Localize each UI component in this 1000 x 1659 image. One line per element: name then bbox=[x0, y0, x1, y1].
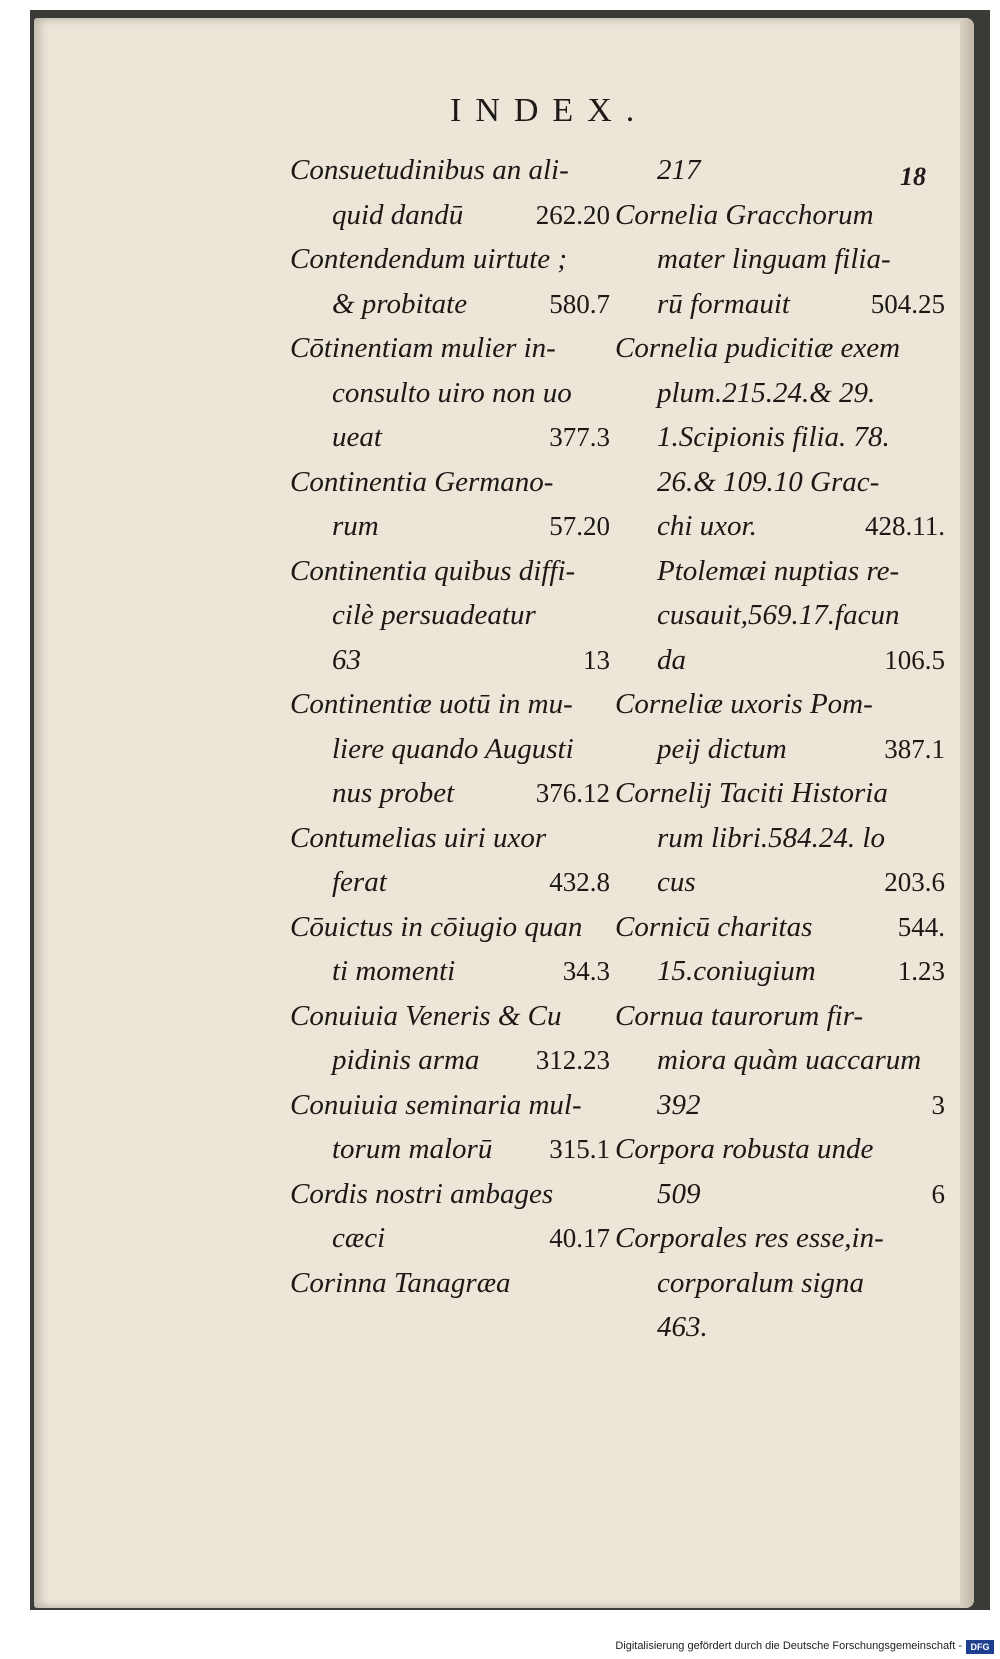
index-entry-text: Cornicū charitas bbox=[615, 910, 813, 943]
index-entry-locator: 40.17 bbox=[549, 1223, 610, 1253]
index-entry-locator: 106.5 bbox=[884, 644, 945, 675]
index-line bbox=[615, 326, 945, 371]
index-line bbox=[290, 638, 610, 683]
index-line bbox=[615, 682, 945, 727]
index-line bbox=[290, 860, 610, 905]
index-entry-text: 217 bbox=[657, 154, 701, 186]
index-entry-text: 463. bbox=[657, 1311, 708, 1343]
index-entry-text: Corpora robusta unde bbox=[615, 1133, 874, 1165]
index-line bbox=[615, 371, 945, 416]
index-line bbox=[290, 371, 610, 416]
index-entry-text: Cornelij Taciti Historia bbox=[615, 777, 888, 809]
index-line bbox=[290, 148, 610, 193]
index-entry-text: & probitate bbox=[332, 287, 468, 320]
index-entry-text: Contendendum uirtute ; bbox=[290, 243, 568, 275]
index-line bbox=[290, 1172, 610, 1217]
index-line bbox=[290, 193, 610, 238]
index-line bbox=[290, 1127, 610, 1172]
index-entry-text: Continentia Germano- bbox=[290, 465, 554, 498]
index-line bbox=[290, 1216, 610, 1261]
index-entry-locator: 504.25 bbox=[870, 288, 945, 319]
index-entry-locator: 203.6 bbox=[884, 867, 945, 897]
index-line bbox=[615, 193, 945, 238]
index-line bbox=[615, 282, 945, 327]
index-entry-text: 392 bbox=[657, 1088, 701, 1121]
index-entry-text: 1.Scipionis filia. 78. bbox=[657, 421, 890, 453]
index-entry-text: Conuiuia seminaria mul- bbox=[290, 1088, 582, 1121]
index-line bbox=[290, 326, 610, 371]
index-line bbox=[615, 860, 945, 905]
index-entry-locator: 6 bbox=[931, 1178, 945, 1209]
footer-credit bbox=[0, 1633, 1000, 1659]
index-entry-text: Corporales res esse,in- bbox=[615, 1222, 884, 1254]
index-entry-text: peij dictum bbox=[657, 732, 787, 765]
index-entry-text: Ptolemæi nuptias re- bbox=[657, 554, 900, 587]
index-entry-locator: 428.11. bbox=[865, 511, 945, 541]
index-entry-text: Consuetudinibus an ali- bbox=[290, 154, 569, 186]
index-line bbox=[290, 1038, 610, 1083]
index-entry-text: cusauit,569.17.facun bbox=[657, 599, 900, 631]
index-line bbox=[290, 237, 610, 282]
index-line bbox=[615, 1216, 945, 1261]
index-entry-locator: 387.1 bbox=[884, 733, 945, 764]
index-entry-text: 509 bbox=[657, 1177, 701, 1210]
index-entry-text: Cōtinentiam mulier in- bbox=[290, 332, 556, 364]
index-entry-text: Continentia quibus diffi- bbox=[290, 554, 576, 587]
index-entry-text: pidinis arma bbox=[332, 1044, 480, 1076]
index-entry-text: Cornelia Gracchorum bbox=[615, 198, 874, 231]
index-entry-locator: 376.12 bbox=[535, 778, 610, 808]
index-entry-locator: 544. bbox=[897, 911, 945, 942]
index-entry-text: cilè persuadeatur bbox=[332, 599, 536, 631]
index-line bbox=[615, 415, 945, 460]
index-entry-text: corporalum signa bbox=[657, 1266, 865, 1299]
index-entry-text: torum malorū bbox=[332, 1133, 493, 1165]
index-line bbox=[290, 1083, 610, 1128]
index-entry-text: Cōuictus in cōiugio quan bbox=[290, 910, 583, 943]
index-entry-text: 15.coniugium bbox=[657, 955, 816, 987]
index-entry-text: cæci bbox=[332, 1222, 386, 1254]
index-entry-locator: 57.20 bbox=[549, 511, 610, 541]
index-line bbox=[290, 282, 610, 327]
index-line bbox=[615, 1305, 945, 1350]
index-entry-locator: 1.23 bbox=[897, 956, 945, 986]
index-line bbox=[615, 1261, 945, 1306]
footer-credit-text: Digitalisierung gefördert durch die Deutsche Forschungsgemeinschaft - bbox=[615, 1640, 962, 1652]
index-entry-text: cus bbox=[657, 866, 696, 898]
index-entry-locator: 580.7 bbox=[549, 288, 610, 319]
index-line bbox=[290, 727, 610, 772]
index-entry-text: rum libri.584.24. lo bbox=[657, 821, 885, 854]
index-line bbox=[290, 593, 610, 638]
index-line bbox=[615, 504, 945, 549]
page-edge bbox=[960, 18, 974, 1608]
index-line bbox=[290, 905, 610, 950]
index-entry-locator: 34.3 bbox=[562, 956, 610, 986]
index-entry-text: da bbox=[657, 643, 686, 676]
index-line bbox=[615, 148, 945, 193]
dfg-logo: DFG bbox=[966, 1640, 994, 1654]
index-line bbox=[290, 549, 610, 594]
index-entry-text: Corneliæ uxoris Pom- bbox=[615, 688, 873, 720]
index-entry-locator: 13 bbox=[583, 644, 610, 675]
index-entry-text: quid dandū bbox=[332, 198, 464, 231]
index-line bbox=[615, 1083, 945, 1128]
index-entry-locator: 262.20 bbox=[535, 199, 610, 230]
page-number: 18 bbox=[900, 162, 926, 191]
index-entry-text: 26.& 109.10 Grac- bbox=[657, 465, 880, 498]
index-line bbox=[290, 415, 610, 460]
index-entry-text: chi uxor. bbox=[657, 510, 757, 542]
index-entry-locator: 315.1 bbox=[549, 1134, 610, 1164]
index-entry-text: Corinna Tanagræa bbox=[290, 1266, 511, 1299]
index-line bbox=[290, 949, 610, 994]
index-line bbox=[615, 593, 945, 638]
running-head: INDEX. bbox=[450, 92, 649, 129]
index-line bbox=[615, 1172, 945, 1217]
index-entry-text: Cordis nostri ambages bbox=[290, 1177, 554, 1210]
index-entry-text: liere quando Augusti bbox=[332, 732, 574, 765]
index-entry-text: plum.215.24.& 29. bbox=[657, 376, 876, 409]
index-line bbox=[290, 504, 610, 549]
index-entry-text: ferat bbox=[332, 866, 387, 898]
index-line bbox=[615, 237, 945, 282]
index-entry-text: nus probet bbox=[332, 777, 455, 809]
index-entry-text: Conuiuia Veneris & Cu bbox=[290, 999, 562, 1032]
index-entry-text: Contumelias uiri uxor bbox=[290, 821, 547, 854]
index-line bbox=[290, 460, 610, 505]
index-column-left bbox=[290, 148, 610, 1305]
index-line bbox=[615, 549, 945, 594]
index-line bbox=[290, 994, 610, 1039]
index-entry-text: ueat bbox=[332, 421, 382, 453]
index-line bbox=[615, 994, 945, 1039]
index-line bbox=[615, 771, 945, 816]
index-line bbox=[615, 816, 945, 861]
index-entry-text: miora quàm uaccarum bbox=[657, 1044, 922, 1076]
index-entry-text: ti momenti bbox=[332, 955, 456, 987]
index-entry-text: Continentiæ uotū in mu- bbox=[290, 688, 573, 720]
index-entry-text: rum bbox=[332, 510, 379, 542]
index-line bbox=[290, 771, 610, 816]
index-entry-text: 63 bbox=[332, 643, 361, 676]
index-entry-text: consulto uiro non uo bbox=[332, 376, 572, 409]
index-line bbox=[290, 682, 610, 727]
index-entry-text: mater linguam filia- bbox=[657, 243, 891, 275]
index-entry-text: Cornelia pudicitiæ exem bbox=[615, 332, 901, 364]
index-entry-locator: 312.23 bbox=[535, 1045, 610, 1075]
index-column-right bbox=[615, 148, 945, 1350]
index-line bbox=[290, 816, 610, 861]
index-line bbox=[615, 1127, 945, 1172]
index-line bbox=[615, 905, 945, 950]
index-entry-locator: 377.3 bbox=[549, 422, 610, 452]
index-entry-text: Cornua taurorum fir- bbox=[615, 999, 864, 1032]
index-line bbox=[615, 727, 945, 772]
index-line bbox=[615, 949, 945, 994]
index-entry-text: rū formauit bbox=[657, 287, 790, 320]
index-entry-locator: 3 bbox=[931, 1089, 945, 1120]
index-entry-locator: 432.8 bbox=[549, 867, 610, 897]
index-line bbox=[290, 1261, 610, 1306]
index-line bbox=[615, 1038, 945, 1083]
index-line bbox=[615, 638, 945, 683]
index-line bbox=[615, 460, 945, 505]
